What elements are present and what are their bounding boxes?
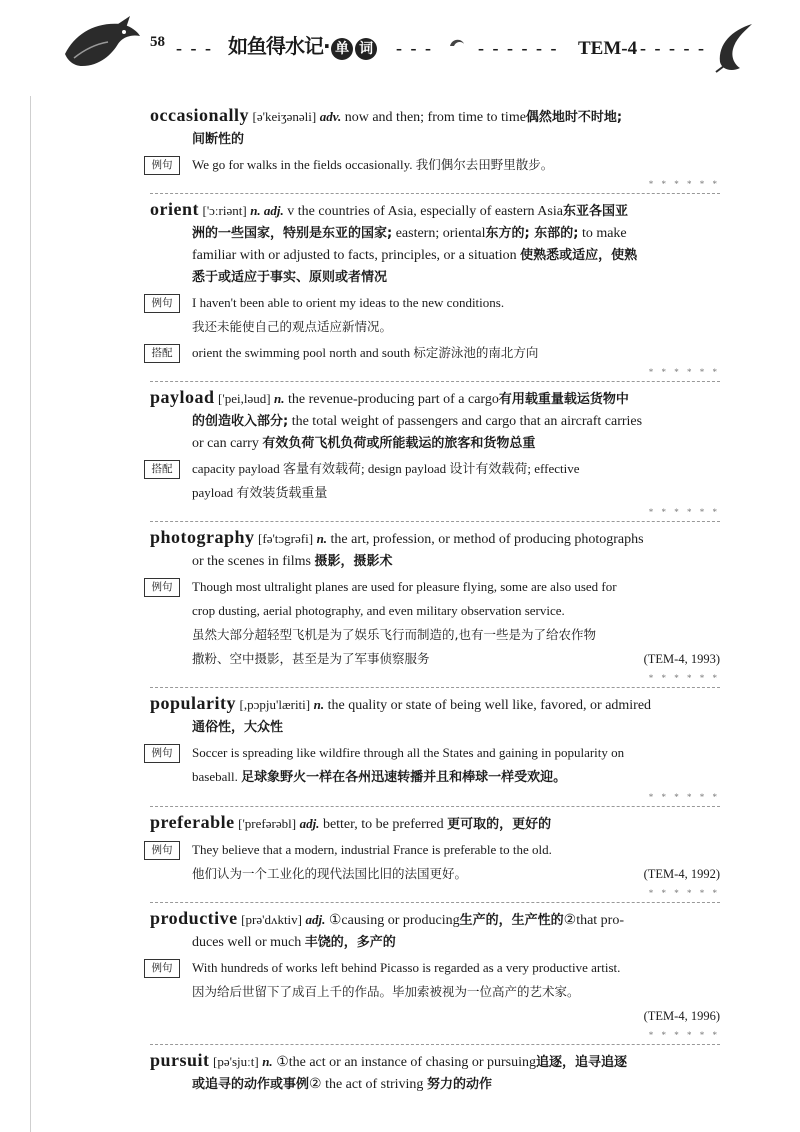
entry-payload [150,386,720,522]
example-en: Though most ultralight planes are used for pleasure flying, some are also used for [192,579,617,594]
entry-definition [150,526,720,551]
definition-cont [150,932,720,954]
definition-cn: 摄影，摄影术 [314,554,393,569]
example-cn-line [192,647,720,671]
definition-en: ② the act of striving [309,1077,424,1092]
example-en: crop dusting, aerial photography, and even military observation service. [192,603,565,618]
part-of-speech: n. [262,1054,273,1069]
definition-cont [150,411,720,433]
part-of-speech: adv. [319,109,342,124]
example-en: We go for walks in the fields occasionally. [192,157,413,172]
example-tag: 例句 [144,578,180,597]
example-tag: 例句 [144,959,180,978]
definition-en: familiar with or adjusted to facts, principles, or a situation [192,248,517,263]
header-title [228,30,377,60]
definition-cont [150,245,720,267]
phonetic: [ə'keiʒənəli] [252,109,317,124]
definition-cn: 追逐，追寻追逐 [536,1055,628,1070]
collocation-tag: 搭配 [144,344,180,363]
definition-cn: 间断性的 [192,132,245,147]
definition-en: or the scenes in films [192,554,311,569]
separator-marks: * * * * * * [645,792,720,802]
part-of-speech: adj. [299,816,320,831]
definition-cont [150,1074,720,1096]
example-cn-line [192,862,720,886]
definition-cn: 的创造收入部分; [192,414,289,429]
entry-separator [150,507,720,522]
definition-en: the revenue-producing part of a cargo [288,392,499,407]
entry-preferable [150,811,720,903]
definition-cn: 丰饶的，多产的 [304,935,396,950]
fish-emblem-icon [60,14,142,72]
definition-cn-cont [150,129,720,151]
example [150,838,720,886]
definition-en: ①the act or an instance of chasing or pursuing [276,1055,536,1070]
definition-cn: 更可取的，更好的 [447,817,552,832]
definition-en: duces well or much [192,935,302,950]
definition-cont [150,717,720,739]
entry-pursuit [150,1049,720,1096]
phonetic: ['prefərəbl] [238,816,297,831]
exam-source: (TEM-4, 1993) [643,652,720,666]
part-of-speech: adj. [305,912,326,927]
headword: productive [150,908,238,928]
example-cn: 因为给后世留下了成百上千的作品。毕加索被视为一位高产的艺术家。 [192,984,580,999]
entry-definition [150,811,720,836]
definition-en: the art, profession, or method of producing photographs [330,532,644,547]
definition-cn: 使熟悉或适应，使熟 [520,248,638,263]
definition-en: better, to be preferred [322,817,444,832]
example-en: With hundreds of works left behind Picasso is regarded as a very productive artist. [192,960,621,975]
collocation-text: capacity payload 客量有效载荷; design payload 设计有效载荷; effective [192,461,580,476]
definition-en: the total weight of passengers and cargo that an aircraft carries [291,414,643,429]
phonetic: ['ɔːriənt] [202,203,247,218]
entry-definition [150,104,720,129]
example-tag: 例句 [144,744,180,763]
definition-cn: 偶然地时不时地; [525,110,623,125]
entry-productive [150,907,720,1045]
example-cn: 他们认为一个工业化的现代法国比旧的法国更好。 [192,866,468,881]
example [150,741,720,790]
example-cn: 撒粉、空中摄影，甚至是为了军事侦察服务 [192,651,430,666]
collocation-tag: 搭配 [144,460,180,479]
collocation-cn: 标定游泳池的南北方向 [413,345,539,360]
collocation-en: orient the swimming pool north and south [192,345,411,360]
phonetic: [fə'tɔgrəfi] [258,531,314,546]
example-tag: 例句 [144,156,180,175]
separator-marks: * * * * * * [645,367,720,377]
definition-cn: 东亚各国亚 [562,204,628,219]
definition-en: now and then; from time to time [344,110,526,125]
exam-source: (TEM-4, 1996) [643,1009,720,1023]
headword: photography [150,527,255,547]
margin-line [30,96,31,1132]
example [150,153,720,177]
separator-marks: * * * * * * [645,179,720,189]
entry-separator [150,179,720,194]
definition-en: ①causing or producing [328,913,460,928]
part-of-speech: n. adj. [250,203,284,218]
definition-cn: 生产的，生产性的 [459,913,564,928]
example-en: Soccer is spreading like wildfire through all the States and gaining in popularity on [192,745,625,760]
page-header [0,0,800,90]
phonetic: ['pei,ləud] [218,391,271,406]
title-badge-2: 词 [355,38,377,60]
entry-photography [150,526,720,688]
headword: preferable [150,812,235,832]
entry-separator [150,888,720,903]
separator-marks: * * * * * * [645,507,720,517]
definition-cont [150,433,720,455]
definition-cn: 努力的动作 [426,1077,492,1092]
example-cn: 我还未能使自己的观点适应新情况。 [192,319,393,334]
definition-en: to make [581,226,627,241]
part-of-speech: n. [316,531,328,546]
part-of-speech: n. [313,697,325,712]
dictionary-entries [150,104,720,1096]
example-en: I haven't been able to orient my ideas to the new conditions. [192,295,505,310]
example [150,956,720,1028]
collocation [150,457,720,505]
title-badge-1: 单 [331,38,353,60]
example-cn: 足球象野火一样在各州迅速转播并且和棒球一样受欢迎。 [241,770,567,785]
definition-cont [150,223,720,245]
exam-source: (TEM-4, 1992) [643,867,720,881]
definition-cn: 有效负荷飞机负荷或所能载运的旅客和货物总重 [262,436,536,451]
header-dashes: - - - [396,38,433,58]
entry-definition [150,907,720,932]
example-cn: 虽然大部分超轻型飞机是为了娱乐飞行而制造的,也有一些是为了给农作物 [192,627,596,642]
section-label: TEM-4 [578,38,638,59]
example-tag: 例句 [144,841,180,860]
definition-en: v the countries of Asia, especially of eastern Asia [287,204,563,219]
header-title-text: 如鱼得水记· [228,34,330,58]
collocation [150,341,720,365]
leaf-emblem-icon [712,22,758,74]
entry-separator [150,367,720,382]
definition-en: eastern; oriental [395,226,486,241]
entry-separator [150,673,720,688]
entry-definition [150,692,720,717]
example-tag: 例句 [144,294,180,313]
entry-definition [150,198,720,223]
swirl-icon [448,36,468,50]
definition-en: ②that pro- [563,913,625,928]
example [150,291,720,339]
definition-cont [150,267,720,289]
part-of-speech: n. [274,391,285,406]
entry-occasionally [150,104,720,194]
example-en: They believe that a modern, industrial France is preferable to the old. [192,842,552,857]
headword: orient [150,199,199,219]
header-dashes: - - - [176,38,213,58]
phonetic: [pə'sjuːt] [213,1054,259,1069]
phonetic: [,pɔpju'læriti] [239,697,311,712]
entry-popularity [150,692,720,807]
headword: payload [150,387,215,407]
headword: occasionally [150,105,249,125]
definition-cn: 有用载重量载运货物中 [498,392,629,407]
definition-cn: 悉于或适应于事实、原则或者情况 [192,270,388,285]
example [150,575,720,671]
definition-cn: 洲的一些国家，特别是东亚的国家; [192,226,393,241]
separator-marks: * * * * * * [645,1030,720,1040]
example-en: baseball. [192,769,238,784]
definition-cn: 东方的; 东部的; [485,226,579,241]
header-dashes: - - - - - [640,38,706,58]
headword: pursuit [150,1050,210,1070]
header-dashes: - - - - - - [478,38,559,58]
definition-en: the quality or state of being well like, favored, or admired [327,698,652,713]
separator-marks: * * * * * * [645,888,720,898]
definition-cn: 或追寻的动作或事例 [192,1077,310,1092]
example-cn: 我们偶尔去田野里散步。 [415,157,554,172]
collocation-text: payload 有效装货载重量 [192,485,328,500]
page-number: 58 [150,34,165,50]
example-line [192,765,720,790]
phonetic: [prə'dʌktiv] [241,912,302,927]
headword: popularity [150,693,237,713]
entry-separator [150,792,720,807]
definition-cont [150,551,720,573]
definition-cn: 通俗性，大众性 [192,720,284,735]
definition-en: or can carry [192,436,259,451]
entry-orient [150,198,720,382]
exam-source-line [192,1004,720,1028]
entry-definition [150,1049,720,1074]
entry-separator [150,1030,720,1045]
entry-definition [150,386,720,411]
separator-marks: * * * * * * [645,673,720,683]
